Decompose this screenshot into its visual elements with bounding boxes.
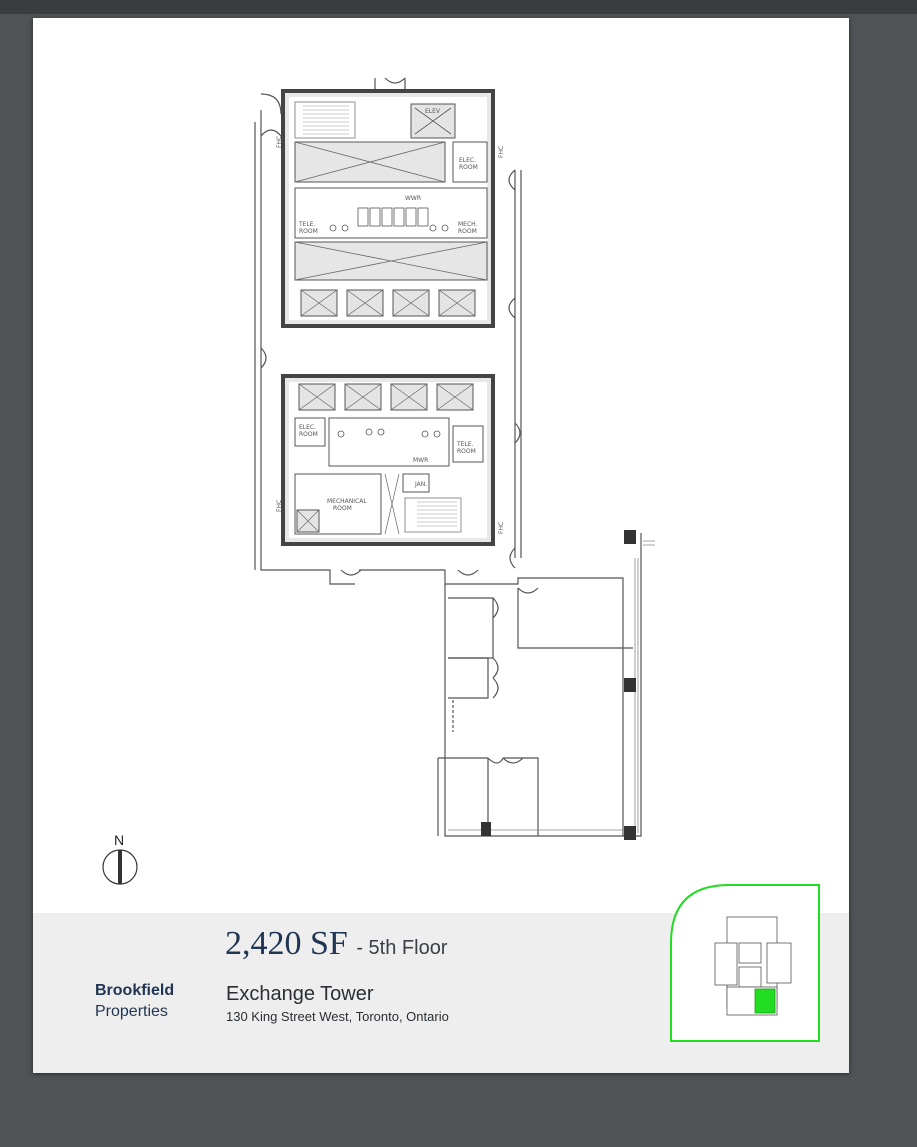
key-plan [669,883,821,1043]
plan-label-mechanical-2: ROOM [333,505,352,512]
listing-floor: - 5th Floor [356,937,448,959]
plan-label-fhc-3: FHC [276,499,283,512]
listing-area [225,925,447,963]
brand-logo-line1: Brookfield [95,982,175,999]
plan-label-elev: ELEV [425,108,441,115]
plan-label-fhc-2: FHC [498,145,505,158]
building-name: Exchange Tower [226,983,374,1005]
plan-label-tele-2: ROOM [299,228,318,235]
plan-label-mechanical-1: MECHANICAL [327,498,367,505]
key-plan-highlight [755,989,775,1013]
brand-logo-line2: Properties [95,1003,168,1020]
plan-label-elec-room-lower-2: ROOM [299,431,318,438]
floor-plan [33,18,849,913]
listing-area-value: 2,420 SF [225,925,348,962]
plan-label-wwr: WWR [405,195,422,202]
plan-label-fhc-4: FHC [498,521,505,534]
plan-label-elec-room-lower-1: ELEC. [299,424,317,431]
plan-label-mwr: MWR [413,457,429,464]
plan-label-jan: JAN. [415,481,428,488]
plan-label-elec-room-2: ROOM [459,164,478,171]
viewer-top-bar [0,0,917,14]
plan-label-elec-room-1: ELEC. [459,157,477,164]
plan-label-tele-lower-1: TELE. [457,441,474,448]
building-address: 130 King Street West, Toronto, Ontario [226,1009,449,1024]
plan-label-mech-1: MECH. [458,221,478,228]
north-arrow-icon [103,850,137,884]
plan-label-tele-1: TELE. [299,221,316,228]
plan-label-tele-lower-2: ROOM [457,448,476,455]
plan-label-fhc-1: FHC [276,135,283,148]
brochure-page [33,18,849,1073]
plan-label-mech-2: ROOM [458,228,477,235]
compass-north-label: N [114,832,125,848]
